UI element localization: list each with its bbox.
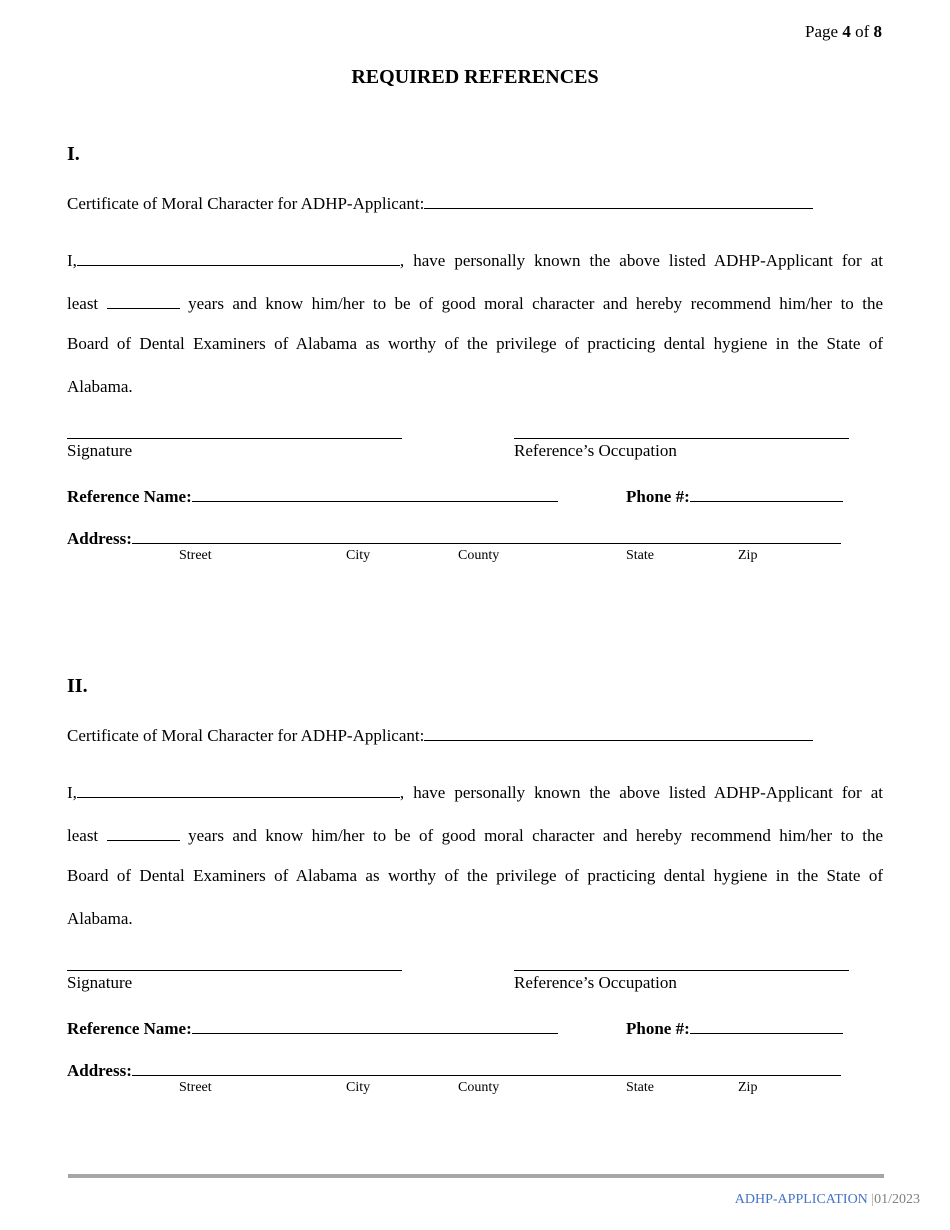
footer-separator: | [871, 1192, 875, 1207]
signature-label: Signature [67, 441, 133, 460]
certificate-line [67, 723, 883, 746]
phone-row [626, 484, 843, 507]
statement-line-3: Board of Dental Examiners of Alabama as worthy of the privilege of practicing dental hygiene in the State of [67, 334, 883, 353]
reference-name-field[interactable] [192, 484, 558, 502]
section-numeral: II. [67, 675, 88, 697]
address-field[interactable] [132, 526, 841, 544]
applicant-name-field[interactable] [424, 191, 813, 209]
reference-fullname-field[interactable] [77, 248, 400, 266]
reference-name-field[interactable] [192, 1016, 558, 1034]
of-word: of [855, 22, 870, 41]
certificate-label: Certificate of Moral Character for ADHP-Applicant: [67, 194, 425, 213]
page-title: REQUIRED REFERENCES [351, 66, 599, 88]
footer [735, 1192, 920, 1208]
phone-field[interactable] [690, 1016, 843, 1034]
state-caption: State [626, 1080, 654, 1095]
county-caption: County [458, 548, 500, 563]
occupation-field[interactable] [514, 970, 849, 971]
statement-line-1 [67, 780, 883, 803]
page-total: 8 [873, 22, 882, 41]
reference-name-label: Reference Name: [67, 487, 192, 506]
years-known-field[interactable] [107, 291, 180, 309]
city-caption: City [346, 1080, 371, 1095]
statement-line-3: Board of Dental Examiners of Alabama as worthy of the privilege of practicing dental hygiene in the State of [67, 866, 883, 885]
statement-line-4: Alabama. [67, 377, 133, 396]
street-caption: Street [179, 548, 212, 563]
zip-caption: Zip [738, 548, 758, 563]
address-row [67, 1058, 841, 1081]
statement-suffix: , have personally known the above listed ADHP-Applicant for at [399, 251, 883, 270]
signature-field[interactable] [67, 438, 402, 439]
statement-suffix: , have personally known the above listed ADHP-Applicant for at [399, 783, 883, 802]
years-known-field[interactable] [107, 823, 180, 841]
county-caption: County [458, 1080, 500, 1095]
city-caption: City [346, 548, 371, 563]
page-word: Page [805, 22, 839, 41]
page-current: 4 [842, 22, 851, 41]
phone-field[interactable] [690, 484, 843, 502]
section-numeral: I. [67, 143, 80, 165]
reference-fullname-field[interactable] [77, 780, 400, 798]
address-label: Address: [67, 529, 132, 548]
address-row [67, 526, 841, 549]
occupation-field[interactable] [514, 438, 849, 439]
years-statement: years and know him/her to be of good moral character and hereby recommend him/her to the [188, 826, 884, 845]
page-number [805, 22, 882, 42]
footer-application: ADHP-APPLICATION [734, 1192, 868, 1207]
statement-prefix: I, [67, 783, 77, 802]
address-label: Address: [67, 1061, 132, 1080]
reference-name-row [67, 484, 558, 507]
statement-prefix: I, [67, 251, 77, 270]
state-caption: State [626, 548, 654, 563]
zip-caption: Zip [738, 1080, 758, 1095]
certificate-line [67, 191, 883, 214]
footer-date: 01/2023 [874, 1192, 920, 1207]
signature-label: Signature [67, 973, 133, 992]
phone-label: Phone #: [626, 487, 690, 506]
statement-line-1 [67, 248, 883, 271]
reference-name-label: Reference Name: [67, 1019, 192, 1038]
statement-line-4: Alabama. [67, 909, 133, 928]
street-caption: Street [179, 1080, 212, 1095]
statement-line-2 [67, 823, 883, 846]
reference-name-row [67, 1016, 558, 1039]
signature-field[interactable] [67, 970, 402, 971]
occupation-label: Reference’s Occupation [514, 973, 677, 992]
footer-divider [68, 1174, 884, 1178]
address-field[interactable] [132, 1058, 841, 1076]
least-label: least [67, 294, 99, 313]
phone-label: Phone #: [626, 1019, 690, 1038]
applicant-name-field[interactable] [424, 723, 813, 741]
years-statement: years and know him/her to be of good moral character and hereby recommend him/her to the [188, 294, 884, 313]
occupation-label: Reference’s Occupation [514, 441, 677, 460]
phone-row [626, 1016, 843, 1039]
certificate-label: Certificate of Moral Character for ADHP-Applicant: [67, 726, 425, 745]
statement-line-2 [67, 291, 883, 314]
least-label: least [67, 826, 99, 845]
